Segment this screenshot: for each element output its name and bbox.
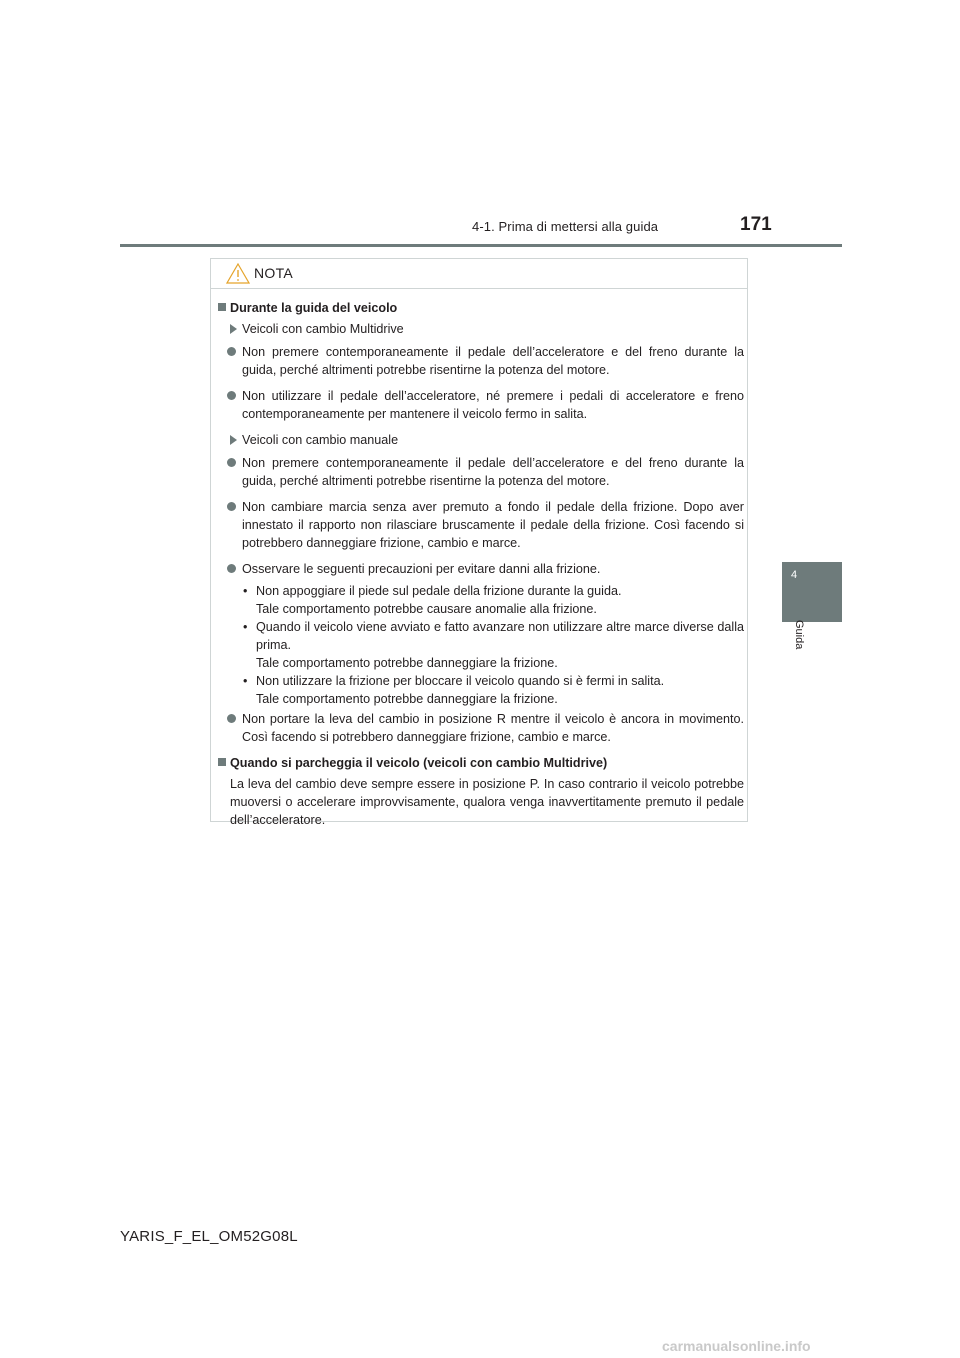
header-section-title: 4-1. Prima di mettersi alla guida: [472, 219, 659, 234]
list-item: [218, 343, 744, 379]
list-item: [218, 560, 744, 578]
section-heading: Durante la guida del veicolo: [218, 299, 744, 317]
chapter-label: Guida: [793, 620, 805, 650]
sub-bullet-note: Tale comportamento potrebbe danneggiare la frizione.: [256, 656, 558, 670]
notice-header: [211, 259, 747, 289]
bullet-mark: •: [243, 674, 248, 688]
section-heading: Quando si parcheggia il veicolo (veicoli con cambio Multidrive): [218, 754, 744, 772]
list-item: [218, 710, 744, 746]
section-body: La leva del cambio deve sempre essere in posizione P. In caso contrario il veicolo potrebbe muoversi o accelerare improvvisamente, qualora venga inavvertitamente premuto il pedale dell’acceleratore.: [230, 777, 744, 827]
bullet-mark: •: [243, 584, 248, 598]
dot-bullet-icon: [227, 458, 236, 467]
notice-box: [210, 258, 748, 827]
list-item: [218, 454, 744, 490]
warning-triangle-icon: [226, 263, 250, 284]
notice-body: [218, 299, 744, 829]
list-item: [218, 387, 744, 423]
list-item-text: Non premere contemporaneamente il pedale dell’acceleratore e del freno durante la guida, perché altrimenti potrebbe risentirne la potenza del motore.: [242, 345, 744, 377]
page-number: 171: [740, 214, 772, 235]
sub-bullet-item: [218, 618, 744, 672]
chapter-number: 4: [791, 569, 798, 581]
sub-bullet-text: Non appoggiare il piede sul pedale della frizione durante la guida.: [256, 584, 622, 598]
header-rule: [120, 244, 842, 247]
subsection-manual: [218, 431, 744, 449]
list-item-text: Non cambiare marcia senza aver premuto a fondo il pedale della frizione. Dopo aver innestato il rapporto non rilasciare bruscamente il pedale della frizione. Così facendo si potrebbero danneggiare frizione, cambio e marce.: [242, 500, 744, 550]
dot-bullet-icon: [227, 564, 236, 573]
sub-bullet-text: Quando il veicolo viene avviato e fatto avanzare non utilizzare altre marce diverse dalla prima.: [256, 620, 744, 652]
dot-bullet-icon: [227, 347, 236, 356]
watermark: carmanualsonline.info: [662, 1338, 811, 1354]
sub-bullet-note: Tale comportamento potrebbe causare anomalie alla frizione.: [256, 602, 597, 616]
list-item: [218, 498, 744, 552]
subsection-multidrive: [218, 320, 744, 338]
dot-bullet-icon: [227, 391, 236, 400]
list-item-text: Osservare le seguenti precauzioni per evitare danni alla frizione.: [242, 562, 601, 576]
subsection-label: Veicoli con cambio manuale: [242, 433, 399, 447]
chapter-tab: [782, 562, 842, 622]
list-item-text: Non utilizzare il pedale dell’acceleratore, né premere i pedali di acceleratore e freno contemporaneamente per mantenere il veicolo fermo in salita.: [242, 389, 744, 421]
list-item-text: Non premere contemporaneamente il pedale dell’acceleratore e del freno durante la guida, perché altrimenti potrebbe risentirne la potenza del motore.: [242, 456, 744, 488]
triangle-bullet-icon: [230, 435, 237, 445]
sub-bullet-item: [218, 672, 744, 708]
list-item-text: Non portare la leva del cambio in posizione R mentre il veicolo è ancora in movimento. Così facendo si potrebbero danneggiare frizione, cambio e marce.: [242, 712, 744, 744]
sub-bullet-text: Non utilizzare la frizione per bloccare il veicolo quando si è fermi in salita.: [256, 674, 665, 688]
sub-bullet-note: Tale comportamento potrebbe danneggiare la frizione.: [256, 692, 558, 706]
subsection-label: Veicoli con cambio Multidrive: [242, 322, 404, 336]
notice-title: NOTA: [254, 265, 294, 281]
document-code: YARIS_F_EL_OM52G08L: [120, 1228, 298, 1245]
bullet-mark: •: [243, 620, 248, 634]
dot-bullet-icon: [227, 502, 236, 511]
dot-bullet-icon: [227, 714, 236, 723]
triangle-bullet-icon: [230, 324, 237, 334]
sub-bullet-item: [218, 582, 744, 618]
